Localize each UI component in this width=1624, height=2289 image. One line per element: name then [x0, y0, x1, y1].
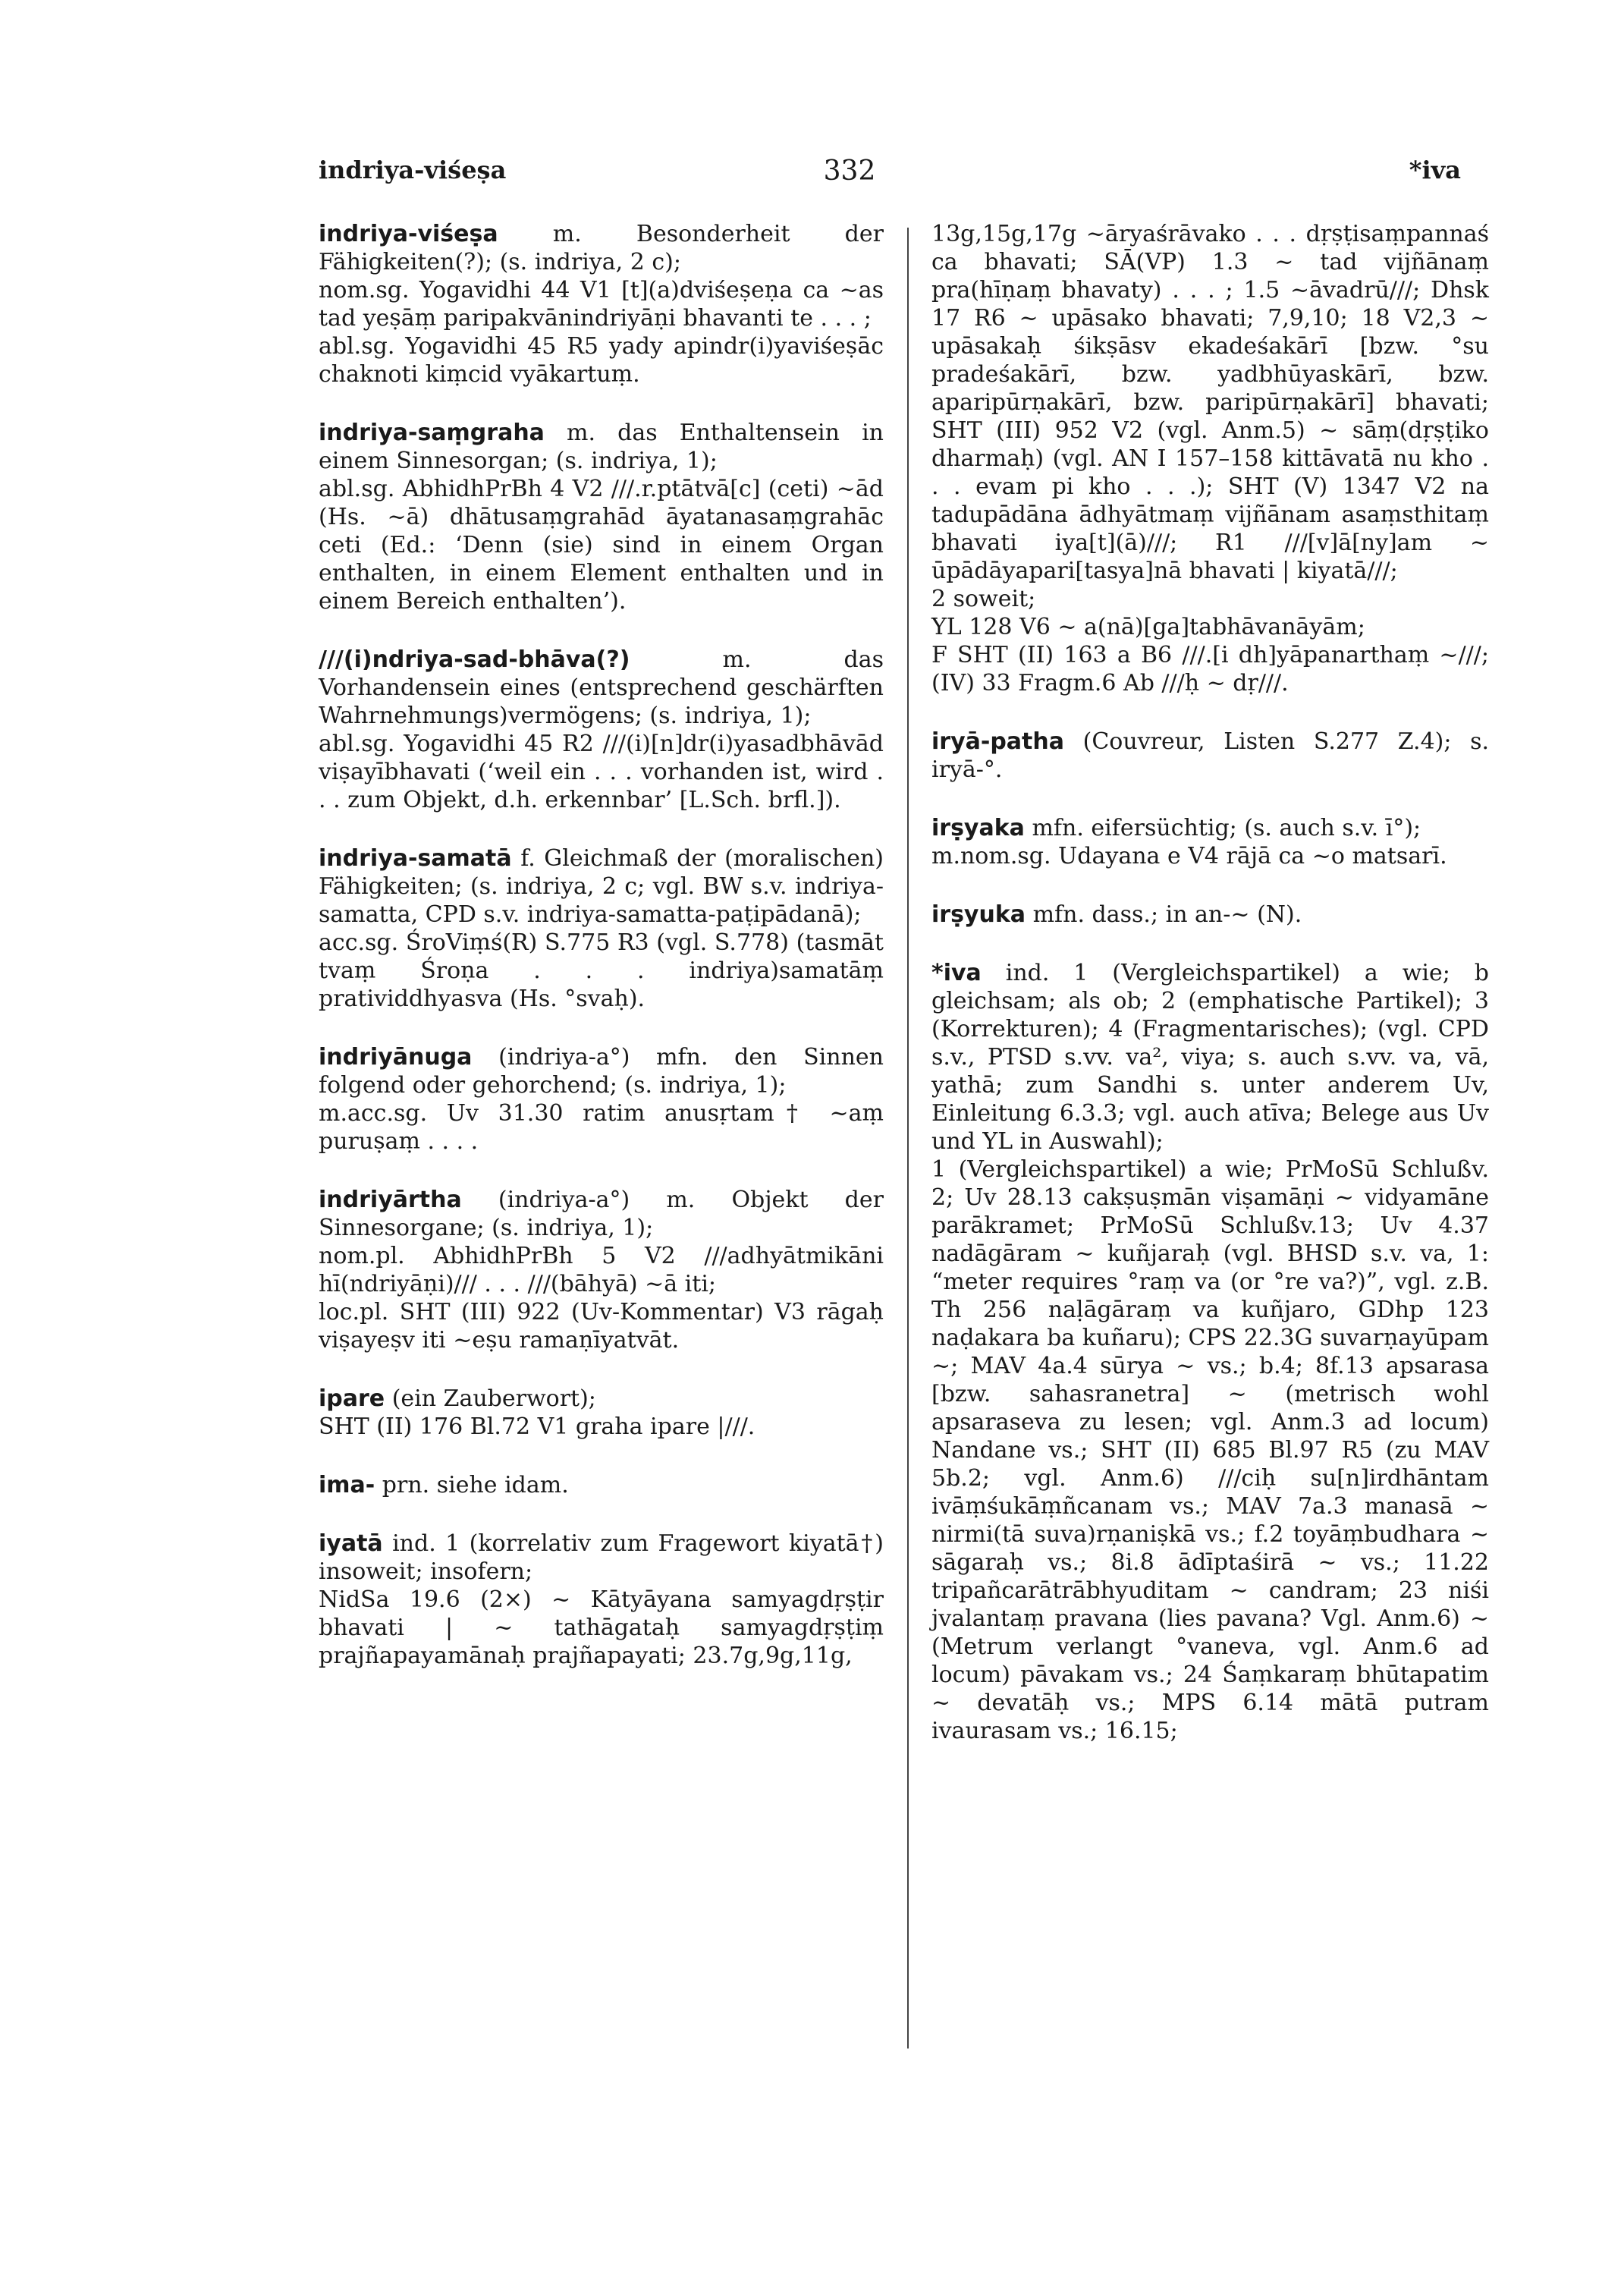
entry-lemma: irṣyaka [931, 815, 1025, 841]
entry-line: 2 soweit; [931, 586, 1036, 612]
dictionary-entry [319, 844, 884, 1013]
dictionary-entry [931, 814, 1489, 870]
entry-lemma: indriya-viśeṣa [319, 221, 498, 247]
entry-lemma: indriya-samatā [319, 845, 512, 872]
left-column [319, 220, 884, 1700]
entry-line: m. das Vorhandensein eines (entsprechend geschärften Wahrnehmungs)vermögens; (s. indriya, 1); [319, 646, 884, 729]
entry-line: nom.sg. Yogavidhi 44 V1 [t](a)dviśeṣeṇa ca ~as tad yeṣāṃ paripakvānindriyāṇi bhavanti te . . . ; [319, 277, 884, 332]
dictionary-entry [931, 959, 1489, 1745]
dictionary-entry [319, 1043, 884, 1156]
entry-line: YL 128 V6 ~ a(nā)[ga]tabhāvanāyām; [931, 614, 1365, 640]
entry-lemma: ima- [319, 1472, 375, 1498]
entry-line: m. Besonderheit der Fähigkeiten(?); (s. indriya, 2 c); [319, 221, 884, 275]
entry-lemma: indriya-saṃgraha [319, 420, 545, 446]
entry-line: abl.sg. Yogavidhi 45 R2 ///(i)[n]dr(i)yasadbhāvād viṣayībhavati (‘weil ein . . . vorhanden ist, wird . . . zum Objekt, d.h. erkennbar’ [L.Sch. brfl.]). [319, 731, 884, 813]
entry-line: ind. 1 (Vergleichspartikel) a wie; b gleichsam; als ob; 2 (emphatische Partikel); 3 (Korrekturen); 4 (Fragmentarisches); (vgl. CPD s.v., PTSD s.vv. va², viya; s. auch s.vv. va, vā, yathā; zum Sandhi s. unter anderem Uv, Einleitung 6.3.3; vgl. auch atīva; Belege aus Uv und YL in Auswahl); [931, 960, 1489, 1155]
right-column [931, 220, 1489, 1775]
page-number: 332 [823, 156, 876, 187]
entry-lemma: irṣyuka [931, 901, 1026, 928]
dictionary-entry [319, 220, 884, 388]
entry-lemma: indriyānuga [319, 1044, 473, 1071]
entry-line: 13g,15g,17g ~āryaśrāvako . . . dṛṣṭisaṃpannaś ca bhavati; SĀ(VP) 1.3 ~ tad vijñānaṃ pra(hīṇaṃ bhavaty) . . . ; 1.5 ~āvadrū///; Dhsk 17 R6 ~ upāsako bhavati; 7,9,10; 18 V2,3 ~ upāsakaḥ śikṣāsv ekadeśakārī [bzw. °su pradeśakārī, bzw. yadbhūyaskārī, bzw. aparipūrṇakārī, bzw. paripūrṇakārī] bhavati; SHT (III) 952 V2 (vgl. Anm.5) ~ sāṃ(dṛṣṭiko dharmaḥ) (vgl. AN I 157–158 kittāvatā nu kho . . . evam pi kho . . .); SHT (V) 1347 V2 na tadupādāna ādhyātmaṃ vijñānam asaṃsthitaṃ bhavati iya[t](ā)///; R1 ///[v]ā[ny]am ~ ūpādāyapari[tasya]nā bhavati | kiyatā///; [931, 221, 1489, 584]
entry-line: (Couvreur, Listen S.277 Z.4); s. iryā-°. [931, 728, 1489, 783]
entry-line: m.nom.sg. Udayana e V4 rājā ca ~o matsarī. [931, 843, 1447, 869]
entry-line: m.acc.sg. Uv 31.30 ratim anusṛtam† ~aṃ puruṣaṃ . . . . [319, 1100, 884, 1155]
dictionary-entry [319, 646, 884, 814]
entry-line: 1 (Vergleichspartikel) a wie; PrMoSū Schlußv. 2; Uv 28.13 cakṣuṣmān viṣamāṇi ~ vidyamāne parākramet; PrMoSū Schlußv.13; Uv 4.37 nadāgāram ~ kuñjaraḥ (vgl. BHSD s.v. va, 1: “meter requires °raṃ va (or °re va?)”, vgl. z.B. Th 256 naḷāgāraṃ va kuñjaro, GDhp 123 naḍakara ba kuñaru); CPS 22.3G suvarṇayūpam ~; MAV 4a.4 sūrya ~ vs.; b.4; 8f.13 apsarasa [bzw. sahasranetra] ~ (metrisch wohl apsaraseva zu lesen; vgl. Anm.3 ad locum) Nandane vs.; SHT (II) 685 Bl.97 R5 (zu MAV 5b.2; vgl. Anm.6) ///ciḥ su[n]irdhāntam ivāṃśukāṃñcanam vs.; MAV 7a.3 manasā ~ nirmi(tā suva)rṇaniṣkā vs.; f.2 toyāṃbudhara ~ sāgaraḥ vs.; 8i.8 ādīptaśirā ~ vs.; 11.22 tripañcarātrābhyuditam ~ candram; 23 niśi jvalantaṃ pravana (lies pavana? Vgl. Anm.6) ~ (Metrum verlangt °vaneva, vgl. Anm.6 ad locum) pāvakam vs.; 24 Śaṃkaraṃ bhūtapatim ~ devatāḥ vs.; MPS 6.14 mātā putram ivaurasam vs.; 16.15; [931, 1156, 1489, 1744]
dictionary-entry [319, 1530, 884, 1670]
entry-line: abl.sg. Yogavidhi 45 R5 yady apindr(i)yaviśeṣāc chaknoti kiṃcid vyākartuṃ. [319, 333, 884, 388]
entry-line: mfn. dass.; in an-~ (N). [1032, 901, 1302, 928]
entry-line: m. das Enthaltensein in einem Sinnesorgan; (s. indriya, 1); [319, 420, 884, 474]
dictionary-entry [319, 1186, 884, 1354]
entry-lemma: ipare [319, 1385, 385, 1412]
entry-line: nom.pl. AbhidhPrBh 5 V2 ///adhyātmikāni hī(ndriyāṇi)/// . . . ///(bāhyā) ~ā iti; [319, 1243, 884, 1297]
dictionary-entry [319, 419, 884, 615]
entry-lemma: iyatā [319, 1530, 383, 1557]
dictionary-entry [931, 728, 1489, 784]
entry-line: (indriya-a°) mfn. den Sinnen folgend oder gehorchend; (s. indriya, 1); [319, 1044, 884, 1099]
column-divider [907, 228, 909, 2048]
entry-line: prn. siehe idam. [382, 1472, 569, 1498]
entry-line: NidSa 19.6 (2×) ~ Kātyāyana samyagdṛṣṭir bhavati | ~ tathāgataḥ samyagdṛṣṭiṃ prajñapayamānaḥ prajñapayati; 23.7g,9g,11g, [319, 1586, 884, 1669]
entry-lemma: ///(i)ndriya-sad-bhāva(?) [319, 646, 630, 673]
entry-lemma: iryā-patha [931, 728, 1064, 755]
entry-line: loc.pl. SHT (III) 922 (Uv-Kommentar) V3 rāgaḥ viṣayeṣv iti ~eṣu ramaṇīyatvāt. [319, 1299, 884, 1354]
dictionary-entry [319, 1471, 884, 1499]
running-head-right: *iva [1409, 156, 1461, 184]
entry-line: (ein Zauberwort); [391, 1385, 596, 1412]
running-head-left: indriya-viśeṣa [319, 156, 507, 184]
dictionary-entry-continued [931, 220, 1489, 697]
entry-line: abl.sg. AbhidhPrBh 4 V2 ///.r.ptātvā[c] (ceti) ~ād (Hs. ~ā) dhātusaṃgrahād āyatanasaṃgrahāc ceti (Ed.: ‘Denn (sie) sind in einem Organ enthalten, in einem Element enthalten und in einem Bereich enthalten’). [319, 476, 884, 615]
entry-line: (indriya-a°) m. Objekt der Sinnesorgane; (s. indriya, 1); [319, 1187, 884, 1241]
entry-line: SHT (II) 176 Bl.72 V1 graha ipare |///. [319, 1413, 755, 1440]
entry-lemma: *iva [931, 960, 982, 986]
dictionary-entry [931, 901, 1489, 929]
entry-line: f. Gleichmaß der (moralischen) Fähigkeiten; (s. indriya, 2 c; vgl. BW s.v. indriya-samatta, CPD s.v. indriya-samatta-paṭipādanā); [319, 845, 884, 928]
entry-line: ind. 1 (korrelativ zum Fragewort kiyatā†) insoweit; insofern; [319, 1530, 884, 1585]
entry-line: F SHT (II) 163 a B6 ///.[i dh]yāpanarthaṃ ~///; (IV) 33 Fragm.6 Ab ///ḥ ~ dṛ///. [931, 642, 1489, 696]
entry-lemma: indriyārtha [319, 1187, 462, 1213]
dictionary-entry [319, 1385, 884, 1441]
entry-line: mfn. eifersüchtig; (s. auch s.v. ī°); [1032, 815, 1421, 841]
entry-line: acc.sg. ŚroViṃś(R) S.775 R3 (vgl. S.778) (tasmāt tvaṃ Śroṇa . . . indriya)samatāṃ pratividdhyasva (Hs. °svaḥ). [319, 929, 884, 1012]
